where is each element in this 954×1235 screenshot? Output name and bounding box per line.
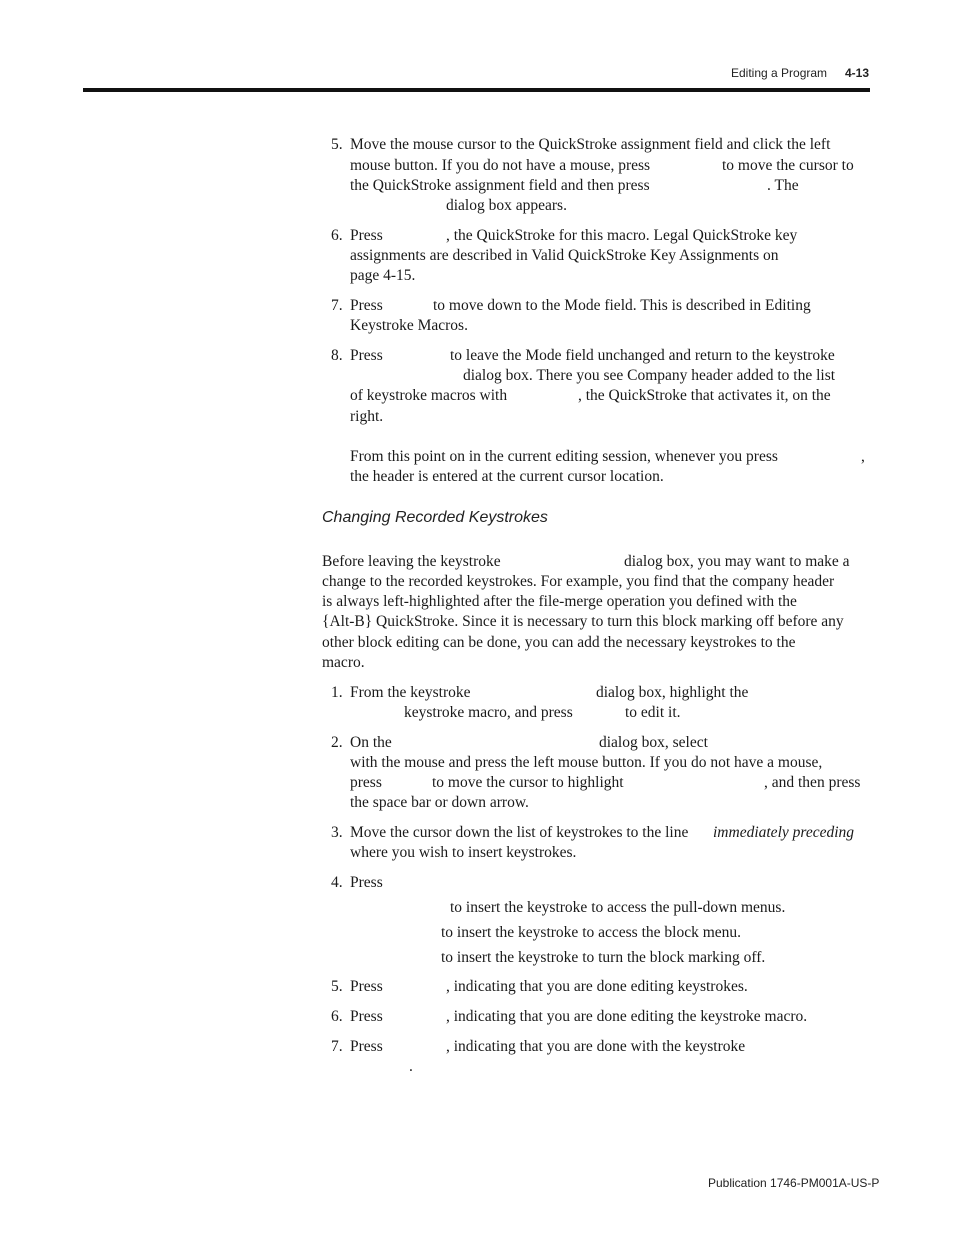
- step-text: Press: [350, 347, 383, 364]
- step-text: .: [409, 1058, 413, 1075]
- step-text: Press: [350, 1038, 383, 1055]
- step-number: 7.: [331, 297, 343, 314]
- step-text: dialog box, select: [599, 734, 708, 751]
- step-number: 6.: [331, 227, 343, 244]
- step-text: , the QuickStroke for this macro. Legal QuickStroke key: [446, 227, 798, 244]
- header-rule: [83, 88, 870, 92]
- step-text: Press: [350, 1008, 383, 1025]
- step-text: Press: [350, 874, 383, 891]
- step-text: . The: [767, 177, 799, 194]
- step-text: mouse button. If you do not have a mouse, press: [350, 157, 651, 174]
- step-text: Keystroke Macros.: [350, 317, 468, 334]
- step-text: , and then press: [764, 774, 861, 791]
- step-number: 7.: [331, 1038, 343, 1055]
- step-text: , indicating that you are done editing the keystroke macro.: [446, 1008, 808, 1025]
- step-text: to edit it.: [625, 704, 681, 721]
- step-number: 1.: [331, 684, 343, 701]
- section-subheading: Changing Recorded Keystrokes: [322, 509, 548, 526]
- step-text: assignments are described in Valid QuickStroke Key Assignments on: [350, 247, 779, 264]
- step-text: to move down to the Mode field. This is described in Editing: [433, 297, 811, 314]
- step-text: Move the cursor down the list of keystrokes to the line: [350, 824, 689, 841]
- intro-text: {Alt-B} QuickStroke. Since it is necessary to turn this block marking off before any: [322, 613, 844, 630]
- intro-text: Before leaving the keystroke: [322, 553, 501, 570]
- step-number: 3.: [331, 824, 343, 841]
- step-text: right.: [350, 408, 384, 425]
- step-text: the space bar or down arrow.: [350, 794, 529, 811]
- page-number: 4-13: [845, 66, 870, 80]
- step-text: to move the cursor to: [722, 157, 854, 174]
- intro-text: other block editing can be done, you can add the necessary keystrokes to the: [322, 634, 796, 651]
- step-text: Press: [350, 227, 383, 244]
- step-number: 5.: [331, 978, 343, 995]
- intro-text: macro.: [322, 654, 365, 671]
- step-number: 5.: [331, 136, 343, 153]
- step-text: press: [350, 774, 382, 791]
- emphasis-text: immediately preceding: [713, 824, 855, 841]
- step-text: From the keystroke: [350, 684, 471, 701]
- intro-text: change to the recorded keystrokes. For example, you find that the company header: [322, 573, 835, 590]
- note-text: From this point on in the current editing session, whenever you press: [350, 448, 778, 465]
- step-text: to move the cursor to highlight: [432, 774, 624, 791]
- step-text: page 4-15.: [350, 267, 416, 284]
- step-text: , indicating that you are done with the keystroke: [446, 1038, 746, 1055]
- step-text: On the: [350, 734, 392, 751]
- note-text: the header is entered at the current cursor location.: [350, 468, 664, 485]
- intro-text: dialog box, you may want to make a: [624, 553, 850, 570]
- step-text: the QuickStroke assignment field and then press: [350, 177, 650, 194]
- step-text: , indicating that you are done editing keystrokes.: [446, 978, 748, 995]
- step-text: Press: [350, 297, 383, 314]
- step-text: dialog box. There you see Company header added to the list: [463, 367, 836, 384]
- step-text: to insert the keystroke to turn the block marking off.: [441, 949, 766, 966]
- step-text: to insert the keystroke to access the block menu.: [441, 924, 742, 941]
- step-text: dialog box, highlight the: [596, 684, 749, 701]
- step-number: 4.: [331, 874, 343, 891]
- running-header-section: Editing a Program: [731, 66, 828, 80]
- note-text: ,: [861, 448, 865, 465]
- step-text: Press: [350, 978, 383, 995]
- step-text: to leave the Mode field unchanged and return to the keystroke: [450, 347, 835, 364]
- publication-footer: Publication 1746-PM001A-US-P: [708, 1176, 880, 1190]
- step-text: of keystroke macros with: [350, 387, 508, 404]
- intro-text: is always left-highlighted after the file-merge operation you defined with the: [322, 593, 797, 610]
- step-number: 2.: [331, 734, 343, 751]
- step-number: 8.: [331, 347, 343, 364]
- step-number: 6.: [331, 1008, 343, 1025]
- step-text: , the QuickStroke that activates it, on the: [578, 387, 831, 404]
- step-text: keystroke macro, and press: [404, 704, 573, 721]
- step-text: Move the mouse cursor to the QuickStroke assignment field and click the left: [350, 136, 831, 153]
- step-text: to insert the keystroke to access the pull-down menus.: [450, 899, 786, 916]
- step-text: with the mouse and press the left mouse button. If you do not have a mouse,: [350, 754, 823, 771]
- step-text: where you wish to insert keystrokes.: [350, 844, 577, 861]
- step-text: dialog box appears.: [446, 197, 567, 214]
